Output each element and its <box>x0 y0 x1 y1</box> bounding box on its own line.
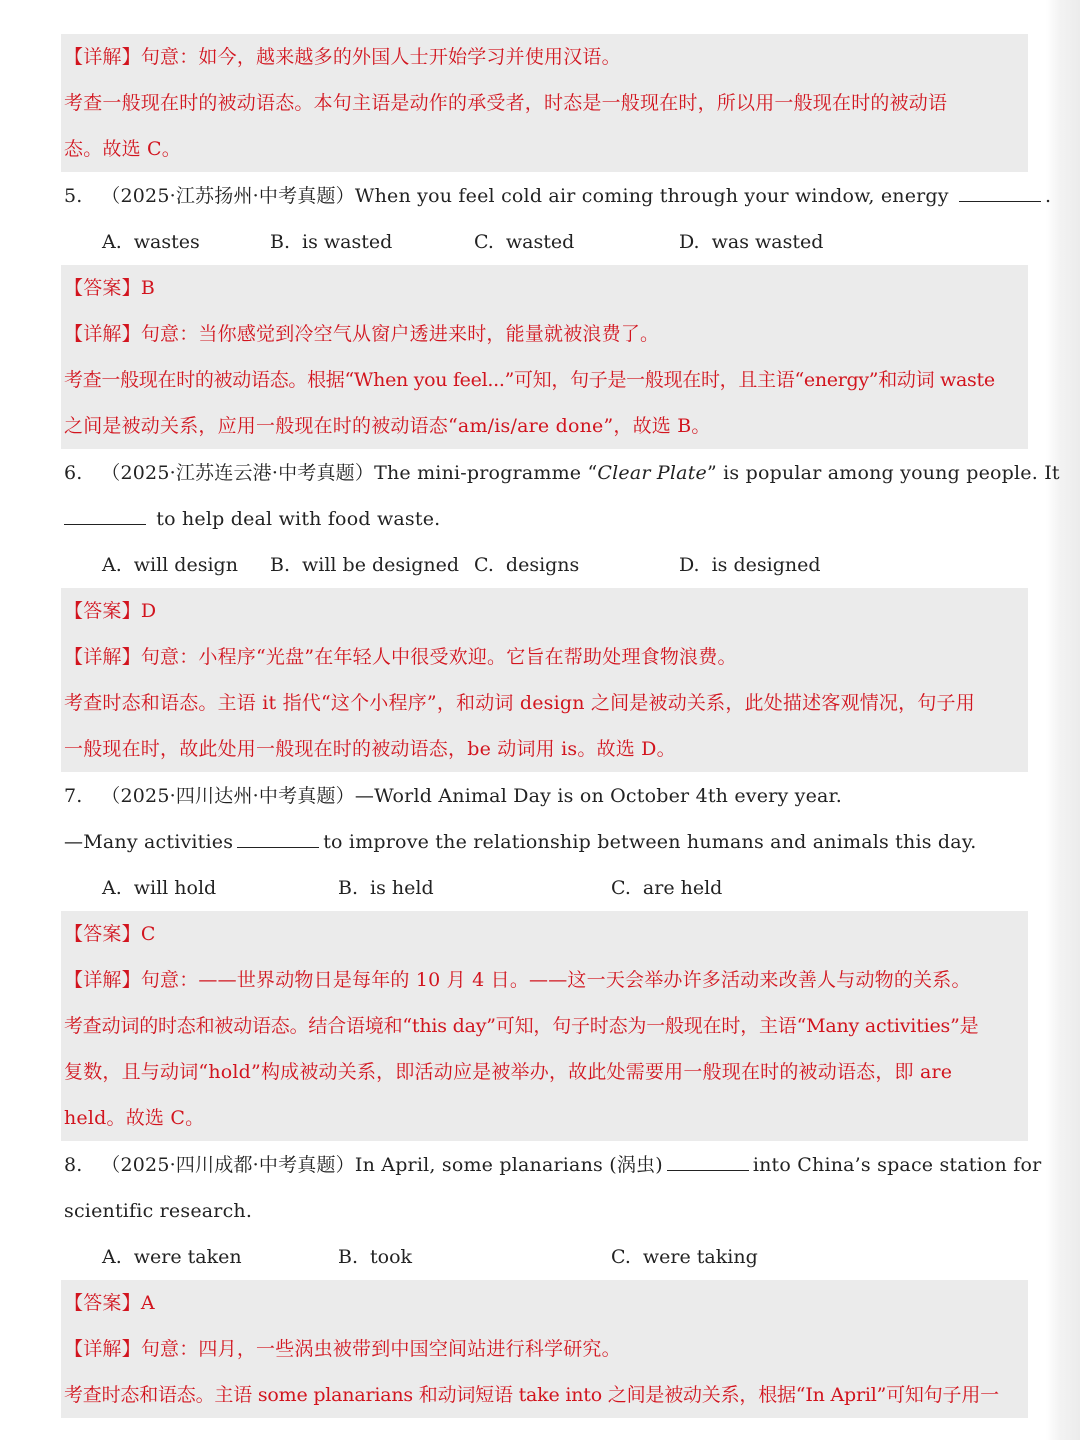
q6-source: （2025·江苏连云港·中考真题） <box>101 462 375 484</box>
q8-number: 8. <box>64 1154 83 1176</box>
q5-source: （2025·江苏扬州·中考真题） <box>101 185 355 207</box>
q5-stem-end: . <box>1044 185 1052 207</box>
q5-option-c: C. wasted <box>474 231 575 253</box>
q6-analysis-line-2: 一般现在时，故此处用一般现在时的被动语态，be 动词用 is。故选 D。 <box>64 738 676 760</box>
q5-answer: B <box>140 277 155 299</box>
q7-answer-line <box>64 911 156 957</box>
q7-option-c: C. are held <box>611 877 723 899</box>
q6-detail-line <box>64 634 737 680</box>
q6-answer-line <box>64 588 156 634</box>
q8-detail-line <box>64 1326 621 1372</box>
q5-stem-text: When you feel cold air coming through your window, energy <box>354 185 949 207</box>
q7-analysis-line-2: 复数，且与动词“hold”构成被动关系，即活动应是被举办，故此处需要用一般现在时的被动语态，即 are <box>64 1061 953 1083</box>
q5-analysis-line-2: 之间是被动关系，应用一般现在时的被动语态“am/is/are done”，故选 B。 <box>64 415 711 437</box>
q8-option-b: B. took <box>338 1246 413 1268</box>
q7-option-a: A. will hold <box>102 877 217 899</box>
q4-analysis-line-1: 考查一般现在时的被动语态。本句主语是动作的承受者，时态是一般现在时，所以用一般现在时的被动语 <box>64 92 948 114</box>
q4-detail-line <box>64 34 621 80</box>
q7-answer-blank <box>237 831 319 848</box>
q8-answer-line <box>64 1280 155 1326</box>
q7-detail-text: 句意：——世界动物日是每年的 10 月 4 日。——这一天会举办许多活动来改善人与动物的关系。 <box>140 969 971 991</box>
q6-option-b: B. will be designed <box>270 554 460 576</box>
q5-answer-line <box>64 265 155 311</box>
q4-analysis-line-2: 态。故选 C。 <box>64 138 181 160</box>
q8-stem-line-1: 8. （2025·四川成都·中考真题）In April, some planarians (涡虫) into China’s space station for <box>64 1154 1042 1176</box>
q7-analysis-line-3: held。故选 C。 <box>64 1107 205 1129</box>
q6-answer-blank <box>64 508 146 525</box>
q6-answer: D <box>140 600 157 622</box>
q7-option-b: B. is held <box>338 877 434 899</box>
q7-detail-line <box>64 957 971 1003</box>
q6-app-name: Clear Plate <box>597 462 707 484</box>
q8-detail-label: 【详解】 <box>64 1338 141 1360</box>
q8-answer-label: 【答案】 <box>64 1292 141 1314</box>
q6-detail-label: 【详解】 <box>64 646 141 668</box>
q7-answer: C <box>140 923 156 945</box>
q7-answer-label: 【答案】 <box>64 923 141 945</box>
q6-number: 6. <box>64 462 83 484</box>
q5-option-a: A. wastes <box>102 231 200 253</box>
q7-detail-label: 【详解】 <box>64 969 141 991</box>
q8-option-c: C. were taking <box>611 1246 758 1268</box>
q8-source: （2025·四川成都·中考真题） <box>101 1154 355 1176</box>
q7-source: （2025·四川达州·中考真题） <box>101 785 355 807</box>
q5-number: 5. <box>64 185 83 207</box>
q5-detail-label: 【详解】 <box>64 323 141 345</box>
q5-stem <box>64 173 1051 219</box>
q7-stem-line-1: 7. （2025·四川达州·中考真题）—World Animal Day is on October 4th every year. <box>64 785 842 807</box>
q6-stem-line-2: to help deal with food waste. <box>64 496 440 542</box>
q6-detail-text: 句意：小程序“光盘”在年轻人中很受欢迎。它旨在帮助处理食物浪费。 <box>140 646 737 668</box>
q5-option-d: D. was wasted <box>679 231 824 253</box>
q5-answer-label: 【答案】 <box>64 277 141 299</box>
q8-stem-line-2: scientific research. <box>64 1200 253 1222</box>
q8-analysis-line-1: 考查时态和语态。主语 some planarians 和动词短语 take into 之间是被动关系，根据“In April”可知句子用一 <box>64 1384 999 1406</box>
q5-option-b: B. is wasted <box>270 231 393 253</box>
q6-option-a: A. will design <box>102 554 238 576</box>
q5-detail-text: 句意：当你感觉到冷空气从窗户透进来时，能量就被浪费了。 <box>140 323 660 345</box>
q7-analysis-line-1: 考查动词的时态和被动语态。结合语境和“this day”可知，句子时态为一般现在时，主语“Many activities”是 <box>64 1015 979 1037</box>
q4-detail-text: 句意：如今，越来越多的外国人士开始学习并使用汉语。 <box>140 46 621 68</box>
q8-detail-text: 句意：四月，一些涡虫被带到中国空间站进行科学研究。 <box>140 1338 621 1360</box>
q8-answer: A <box>140 1292 155 1314</box>
q6-stem-line-1: 6. （2025·江苏连云港·中考真题）The mini-programme “Clear Plate” is popular among young people. It <box>64 462 1060 484</box>
q6-answer-label: 【答案】 <box>64 600 141 622</box>
q5-answer-blank <box>959 185 1041 202</box>
q5-analysis-line-1: 考查一般现在时的被动语态。根据“When you feel...”可知，句子是一般现在时，且主语“energy”和动词 waste <box>64 369 995 391</box>
q6-analysis-line-1: 考查时态和语态。主语 it 指代“这个小程序”，和动词 design 之间是被动关系，此处描述客观情况，句子用 <box>64 692 975 714</box>
q6-option-c: C. designs <box>474 554 580 576</box>
q4-detail-label: 【详解】 <box>64 46 141 68</box>
q5-detail-line <box>64 311 659 357</box>
q8-option-a: A. were taken <box>102 1246 242 1268</box>
q6-option-d: D. is designed <box>679 554 821 576</box>
q8-answer-blank <box>667 1154 749 1171</box>
q7-number: 7. <box>64 785 83 807</box>
q7-stem-line-2: —Many activities to improve the relationship between humans and animals this day. <box>64 831 977 853</box>
